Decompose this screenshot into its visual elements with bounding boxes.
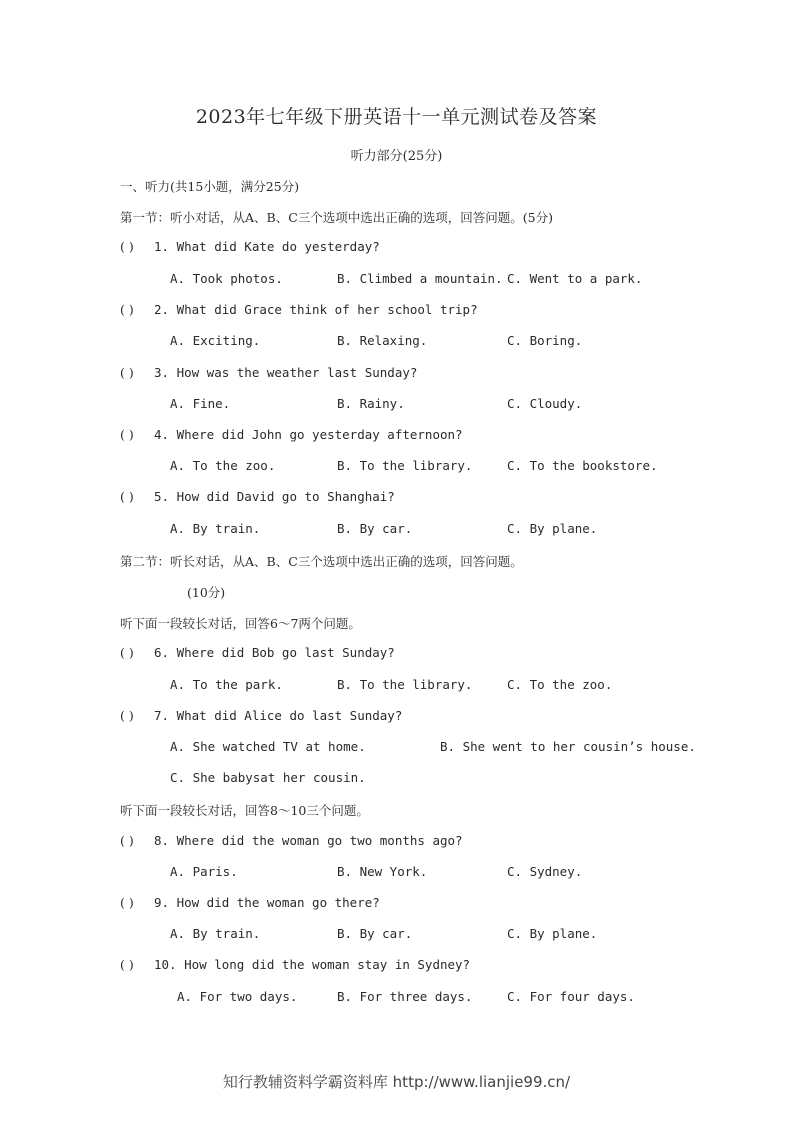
page-title: 2023年七年级下册英语十一单元测试卷及答案 (195, 106, 598, 128)
option-c: C. Went to a park. (507, 271, 643, 286)
option-c: C. To the zoo. (507, 677, 613, 692)
question-text: 9. How did the woman go there? (154, 895, 380, 910)
option-b: B. To the library. (337, 677, 473, 692)
answer-blank: ( ) (120, 895, 134, 910)
question-8 (120, 833, 463, 848)
question-2 (120, 302, 478, 317)
option-a: A. To the park. (170, 677, 283, 692)
question-text: 4. Where did John go yesterday afternoon? (154, 427, 463, 442)
answer-blank: ( ) (120, 489, 134, 504)
option-c: C. For four days. (507, 989, 635, 1004)
question-text: 5. How did David go to Shanghai? (154, 489, 395, 504)
option-b: B. Rainy. (337, 396, 405, 411)
option-b: B. She went to her cousin’s house. (440, 739, 696, 754)
answer-blank: ( ) (120, 708, 134, 723)
option-c: C. She babysat her cousin. (170, 770, 366, 785)
question-1 (120, 239, 380, 254)
option-c: C. By plane. (507, 521, 598, 536)
question-5 (120, 489, 395, 504)
option-a: A. Fine. (170, 396, 231, 411)
option-b: B. By car. (337, 926, 413, 941)
option-a: A. Exciting. (170, 333, 261, 348)
question-3 (120, 365, 417, 380)
option-b: B. For three days. (337, 989, 473, 1004)
dialog-note-2: 听下面一段较长对话，回答8～10三个问题。 (120, 803, 369, 818)
option-a: A. For two days. (177, 989, 298, 1004)
answer-blank: ( ) (120, 957, 134, 972)
part1-instruction: 第一节：听小对话，从A、B、C三个选项中选出正确的选项，回答问题。(5分) (120, 210, 553, 225)
option-b: B. New York. (337, 864, 428, 879)
option-b: B. By car. (337, 521, 413, 536)
answer-blank: ( ) (120, 833, 134, 848)
option-a: A. Took photos. (170, 271, 283, 286)
answer-blank: ( ) (120, 302, 134, 317)
question-text: 3. How was the weather last Sunday? (154, 365, 418, 380)
dialog-note-1: 听下面一段较长对话，回答6～7两个问题。 (120, 616, 361, 631)
question-6 (120, 645, 395, 660)
answer-blank: ( ) (120, 239, 134, 254)
answer-blank: ( ) (120, 427, 134, 442)
footer-watermark: 知行教辅资料学霸资料库 http://www.lianjie99.cn/ (222, 1073, 571, 1091)
option-a: A. She watched TV at home. (170, 739, 366, 754)
option-c: C. To the bookstore. (507, 458, 658, 473)
option-a: A. To the zoo. (170, 458, 276, 473)
section-heading: 一、听力(共15小题，满分25分) (120, 179, 300, 194)
question-text: 8. Where did the woman go two months ago? (154, 833, 463, 848)
option-a: A. By train. (170, 521, 261, 536)
question-text: 10. How long did the woman stay in Sydney? (154, 957, 471, 972)
question-text: 1. What did Kate do yesterday? (154, 239, 380, 254)
section-subtitle: 听力部分(25分) (350, 149, 443, 164)
option-c: C. By plane. (507, 926, 598, 941)
answer-blank: ( ) (120, 645, 134, 660)
question-text: 2. What did Grace think of her school trip? (154, 302, 478, 317)
question-10 (120, 957, 470, 972)
answer-blank: ( ) (120, 365, 134, 380)
option-b: B. To the library. (337, 458, 473, 473)
part2-instruction: 第二节：听长对话，从A、B、C三个选项中选出正确的选项，回答问题。 (120, 554, 523, 569)
question-9 (120, 895, 380, 910)
option-b: B. Relaxing. (337, 333, 428, 348)
option-c: C. Boring. (507, 333, 583, 348)
option-a: A. By train. (170, 926, 261, 941)
option-b: B. Climbed a mountain. (337, 271, 503, 286)
question-text: 6. Where did Bob go last Sunday? (154, 645, 395, 660)
part2-points: (10分) (187, 585, 226, 600)
question-7 (120, 708, 402, 723)
option-c: C. Cloudy. (507, 396, 583, 411)
question-text: 7. What did Alice do last Sunday? (154, 708, 403, 723)
option-c: C. Sydney. (507, 864, 583, 879)
question-4 (120, 427, 463, 442)
option-a: A. Paris. (170, 864, 238, 879)
